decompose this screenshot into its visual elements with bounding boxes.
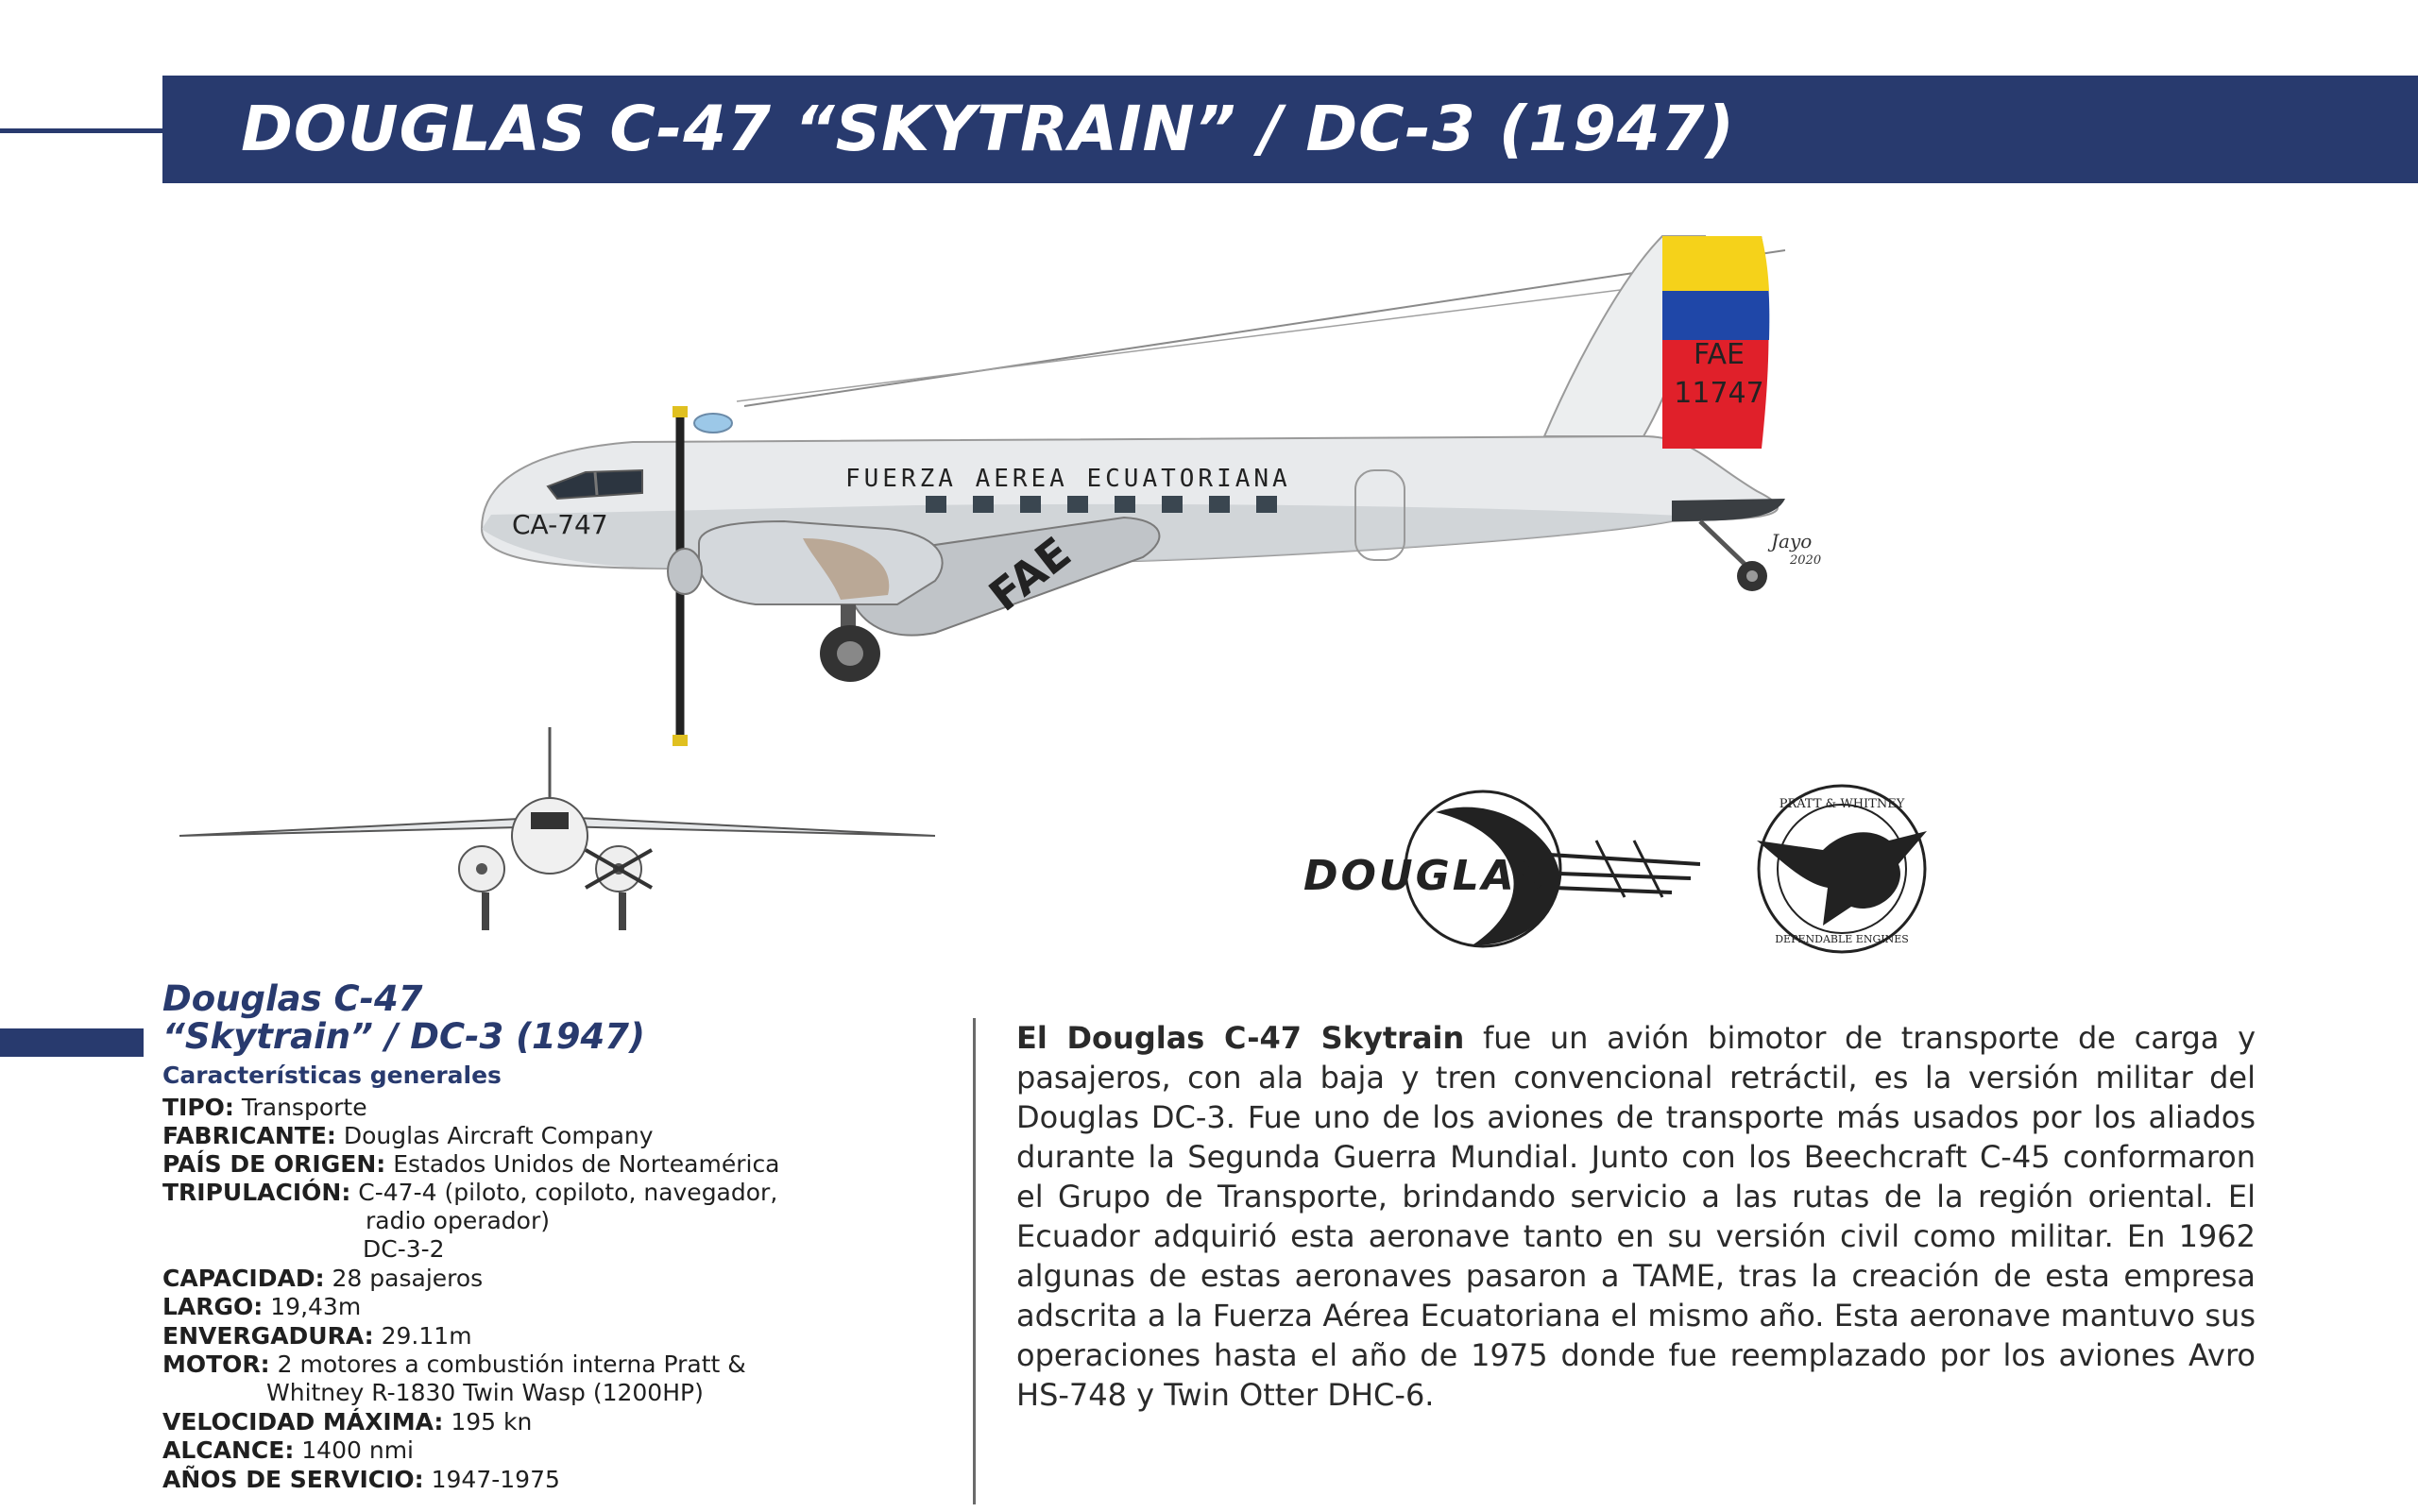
artist-year: 2020 [1790, 553, 1822, 568]
spec-pais: PAÍS DE ORIGEN: Estados Unidos de Norteamérica [162, 1150, 780, 1178]
aircraft-front-view [170, 727, 954, 935]
spec-motor: MOTOR: 2 motores a combustión interna Pratt & [162, 1351, 746, 1378]
spec-capacidad: CAPACIDAD: 28 pasajeros [162, 1265, 484, 1292]
spec-subtitle: Características generales [162, 1062, 502, 1089]
title-accent-rule [0, 128, 166, 133]
spec-title-line1: Douglas C-47 [162, 978, 423, 1019]
column-divider [973, 1018, 976, 1504]
spec-motor-cont: Whitney R-1830 Twin Wasp (1200HP) [266, 1379, 704, 1406]
douglas-logo-text: DOUGLAS [1303, 852, 1550, 900]
spec-tipo: TIPO: Transporte [162, 1094, 367, 1121]
pratt-whitney-logo [1738, 774, 1946, 963]
spec-alcance: ALCANCE: 1400 nmi [162, 1436, 414, 1464]
spec-velocidad: VELOCIDAD MÁXIMA: 195 kn [162, 1408, 533, 1436]
spec-tripulacion-cont-1: radio operador) [366, 1207, 550, 1234]
description-paragraph [1016, 1018, 2256, 1415]
spec-envergadura: ENVERGADURA: 29.11m [162, 1322, 472, 1350]
spec-tripulacion: TRIPULACIÓN: C-47-4 (piloto, copiloto, navegador, [162, 1179, 778, 1206]
fuselage-text: FUERZA AEREA ECUATORIANA [845, 465, 1291, 493]
spec-fabricante: FABRICANTE: Douglas Aircraft Company [162, 1122, 654, 1149]
wing-text: FAE [979, 526, 1081, 621]
tail-number: 11747 [1674, 377, 1764, 410]
tail-code: FAE [1694, 338, 1745, 371]
douglas-logo [1285, 784, 1700, 954]
spec-anos: AÑOS DE SERVICIO: 1947-1975 [162, 1466, 560, 1493]
spec-accent-rule [0, 1028, 144, 1057]
artist-signature: Jayo [1771, 530, 1813, 552]
pw-logo-top-text: PRATT & WHITNEY [1779, 797, 1905, 811]
aircraft-side-view [444, 217, 1955, 765]
description-body: fue un avión bimotor de transporte de carga y pasajeros, con ala baja y tren convencional retráctil, es la versión militar del Douglas DC-3. Fue uno de los aviones de transporte más usados por los aliados durante la Segunda Guerra Mundial. Junto con los Beechcraft C-45 conformaron el Grupo de Transporte, brindando servicio a las rutas de la región oriental. El Ecuador adquirió esta aeronave tanto en su versión civil como militar. En 1962 algunas de estas aeronaves pasaron a TAME, tras la creación de esta empresa adscrita a la Fuerza Aérea Ecuatoriana el mismo año. Esta aeronave mantuvo sus operaciones hasta el año de 1975 donde fue reemplazado por los aviones Avro HS-748 y Twin Otter DHC-6. [1016, 1020, 2256, 1413]
pw-logo-bottom-text: DEPENDABLE ENGINES [1775, 933, 1909, 945]
spec-tripulacion-cont-2: DC-3-2 [363, 1235, 445, 1263]
description-lead: El Douglas C-47 Skytrain [1016, 1020, 1465, 1056]
page-title: DOUGLAS C-47 “SKYTRAIN” / DC-3 (1947) [241, 93, 1735, 165]
nose-code: CA-747 [512, 509, 608, 540]
spec-title-line2: “Skytrain” / DC-3 (1947) [162, 1016, 645, 1057]
spec-largo: LARGO: 19,43m [162, 1293, 362, 1320]
